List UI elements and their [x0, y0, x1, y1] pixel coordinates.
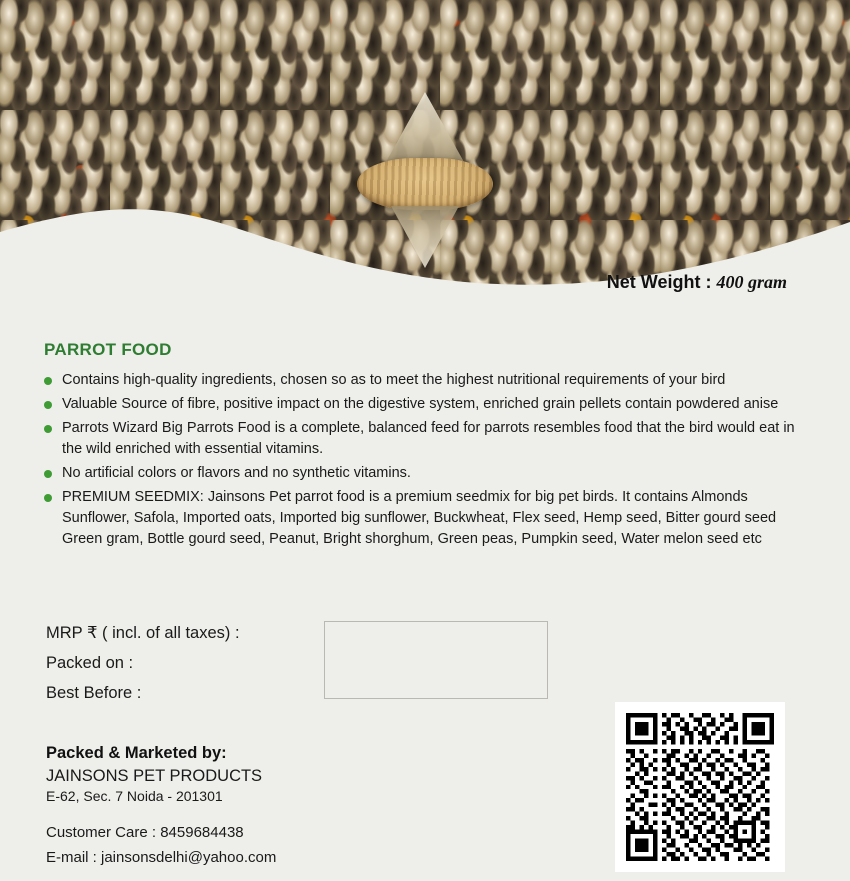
- pricing-value-box: [324, 621, 548, 699]
- qr-code: [615, 702, 785, 872]
- seed-mix-photo: [0, 0, 850, 300]
- packed-by-heading: Packed & Marketed by:: [46, 744, 227, 762]
- bullet-icon: [44, 494, 52, 502]
- company-address: E-62, Sec. 7 Noida - 201301: [46, 788, 223, 804]
- list-item: [44, 370, 810, 391]
- qr-code-image: [626, 713, 774, 861]
- list-item: [44, 487, 810, 550]
- page-title: PARROT FOOD: [44, 340, 172, 359]
- pricing-block: [46, 618, 516, 708]
- net-weight-label: Net Weight :: [606, 272, 712, 292]
- list-item: [44, 394, 810, 415]
- feature-text: Contains high-quality ingredients, chosen so as to meet the highest nutritional requirements of your bird: [62, 372, 726, 388]
- customer-care: Customer Care : 8459684438: [46, 824, 244, 841]
- net-weight: [607, 272, 787, 293]
- net-weight-value: 400 gram: [716, 272, 787, 292]
- packed-on-label: Packed on :: [46, 654, 134, 672]
- mrp-label: MRP ₹ ( incl. of all taxes) :: [46, 624, 240, 642]
- manufacturer-details: [46, 744, 586, 870]
- bullet-icon: [44, 401, 52, 409]
- best-before-label: Best Before :: [46, 684, 142, 702]
- feature-text: No artificial colors or flavors and no synthetic vitamins.: [62, 465, 411, 481]
- bullet-icon: [44, 425, 52, 433]
- bullet-icon: [44, 377, 52, 385]
- feature-text: Parrots Wizard Big Parrots Food is a complete, balanced feed for parrots resembles food that the bird would eat in the wild enriched with essential vitamins.: [62, 420, 795, 457]
- feature-list: [0, 370, 850, 550]
- feature-text: Valuable Source of fibre, positive impact on the digestive system, enriched grain pellets contain powdered anise: [62, 396, 779, 412]
- product-description: [0, 340, 850, 553]
- company-name: JAINSONS PET PRODUCTS: [46, 767, 263, 785]
- list-item: [44, 463, 810, 484]
- list-item: [44, 418, 810, 460]
- bullet-icon: [44, 470, 52, 478]
- email-address: E-mail : jainsonsdelhi@yahoo.com: [46, 849, 277, 866]
- feature-text: PREMIUM SEEDMIX: Jainsons Pet parrot food is a premium seedmix for big pet birds. It contains Almonds Sunflower, Safola, Imported oats, Imported big sunflower, Buckwheat, Flex seed, Hemp seed, Bitter gourd seed Green gram, Bottle gourd seed, Peanut, Bright shorghum, Green peas, Pumpkin seed, Water melon seed etc: [62, 489, 777, 547]
